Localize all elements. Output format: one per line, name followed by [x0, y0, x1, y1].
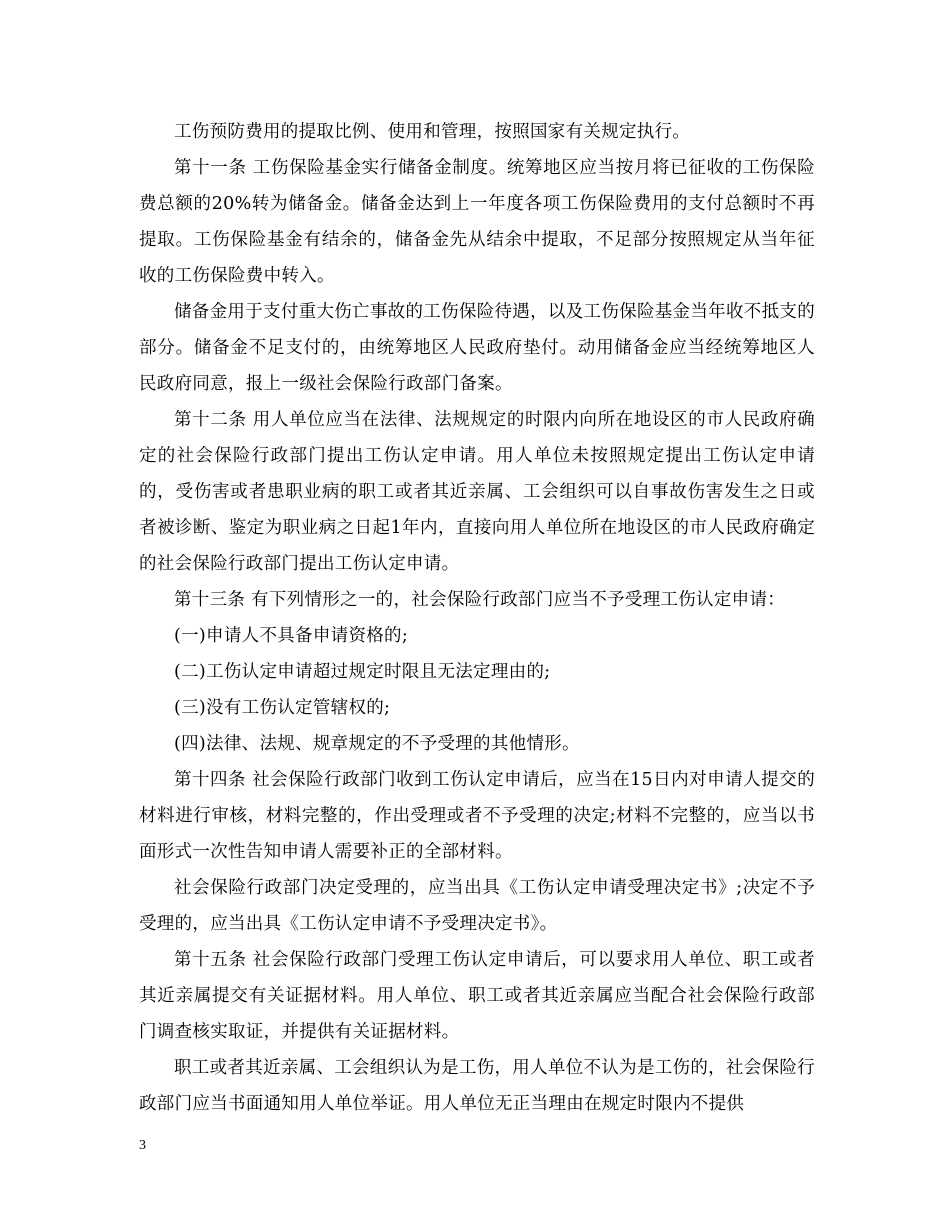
paragraph: 第十三条 有下列情形之一的，社会保险行政部门应当不予受理工伤认定申请： [174, 590, 786, 610]
paragraph: 第十二条 用人单位应当在法律、法规规定的时限内向所在地设区的市人民政府确定的社会保险行政部门提出工伤认定申请。用人单位未按照规定提出工伤认定申请的，受伤害或者患职业病的职工或者其近亲属、工会组织可以自事故伤害发生之日或者被诊断、鉴定为职业病之日起1年内，直接向用人单位所在地设区的市人民政府确定的社会保险行政部门提出工伤认定申请。 [139, 410, 815, 574]
list-item: (四)法律、法规、规章规定的不予受理的其他情形。 [174, 734, 580, 754]
paragraph: 第十五条 社会保险行政部门受理工伤认定申请后，可以要求用人单位、职工或者其近亲属提交有关证据材料。用人单位、职工或者其近亲属应当配合社会保险行政部门调查核实取证，并提供有关证据材料。 [139, 950, 815, 1042]
paragraph: 第十一条 工伤保险基金实行储备金制度。统筹地区应当按月将已征收的工伤保险费总额的20%转为储备金。储备金达到上一年度各项工伤保险费用的支付总额时不再提取。工伤保险基金有结余的，储备金先从结余中提取，不足部分按照规定从当年征收的工伤保险费中转入。 [139, 158, 815, 286]
list-item: (一)申请人不具备申请资格的; [174, 626, 409, 646]
list-item: (三)没有工伤认定管辖权的; [174, 698, 391, 718]
paragraph: 社会保险行政部门决定受理的，应当出具《工伤认定申请受理决定书》;决定不予受理的，应当出具《工伤认定申请不予受理决定书》。 [139, 878, 815, 934]
document-body [139, 114, 815, 1122]
paragraph: 第十四条 社会保险行政部门收到工伤认定申请后，应当在15日内对申请人提交的材料进行审核，材料完整的，作出受理或者不予受理的决定;材料不完整的，应当以书面形式一次性告知申请人需要补正的全部材料。 [139, 770, 815, 862]
paragraph: 职工或者其近亲属、工会组织认为是工伤，用人单位不认为是工伤的，社会保险行政部门应当书面通知用人单位举证。用人单位无正当理由在规定时限内不提供 [139, 1058, 815, 1114]
list-item: (二)工伤认定申请超过规定时限且无法定理由的; [174, 662, 551, 682]
paragraph: 储备金用于支付重大伤亡事故的工伤保险待遇，以及工伤保险基金当年收不抵支的部分。储备金不足支付的，由统筹地区人民政府垫付。动用储备金应当经统筹地区人民政府同意，报上一级社会保险行政部门备案。 [139, 302, 815, 394]
page-number: 3 [139, 1138, 146, 1153]
paragraph: 工伤预防费用的提取比例、使用和管理，按照国家有关规定执行。 [174, 122, 691, 142]
